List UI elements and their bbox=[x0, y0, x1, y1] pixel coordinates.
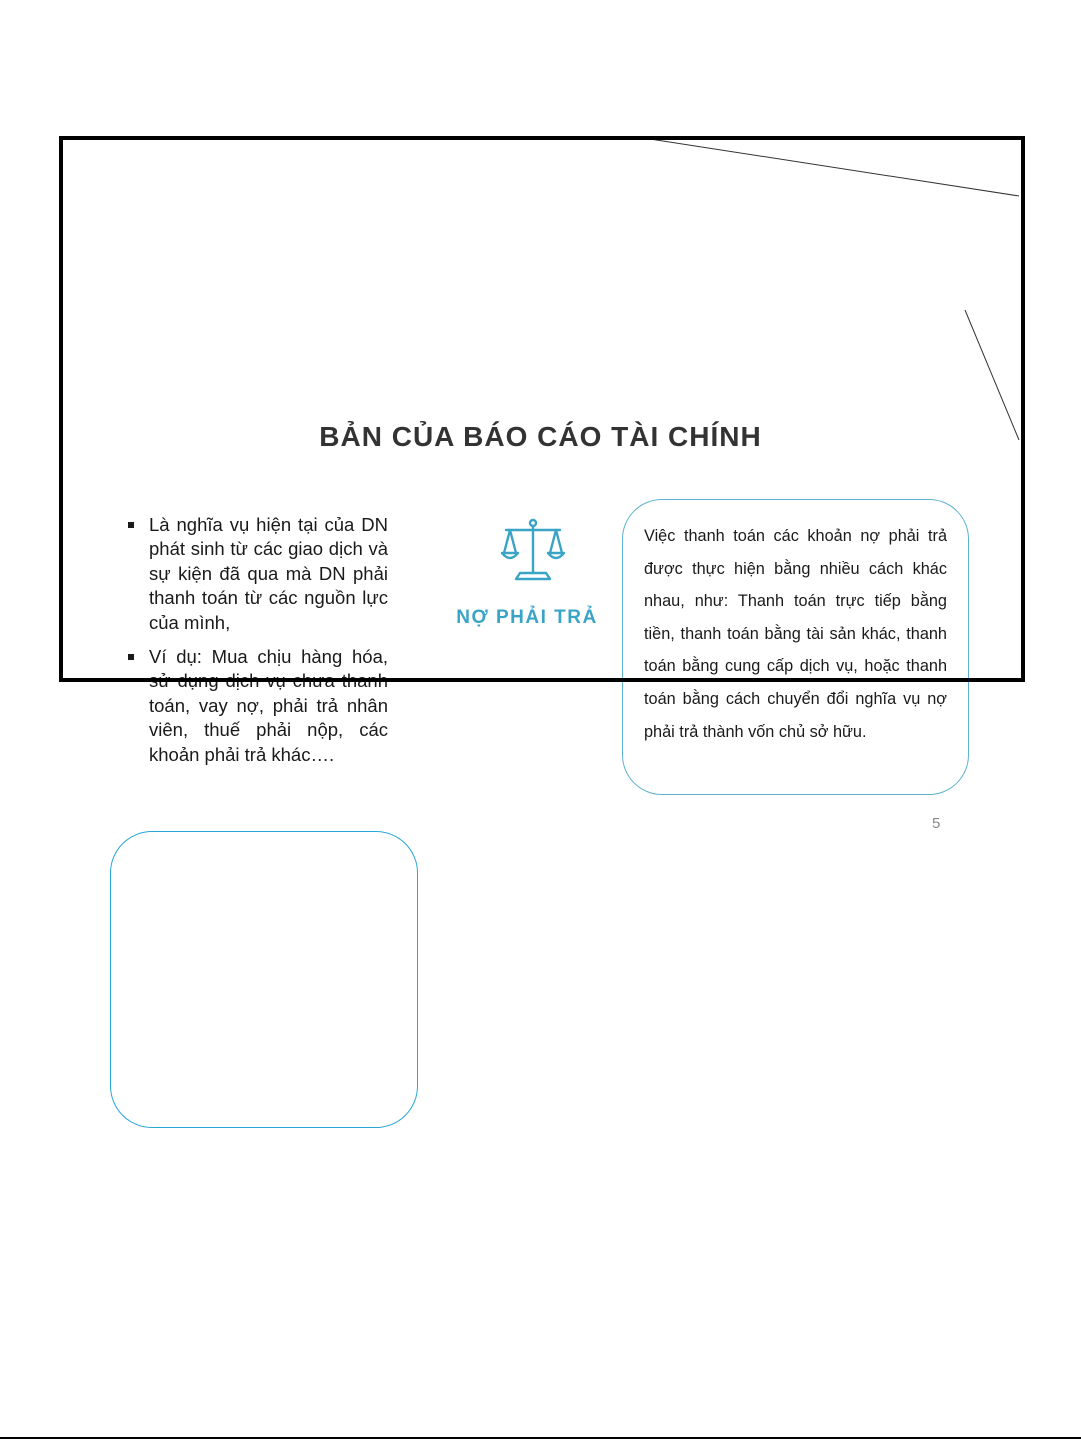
bullet-text: Là nghĩa vụ hiện tại của DN phát sinh từ các giao dịch và sự kiện đã qua mà DN phải thanh toán từ các nguồn lực của mình, bbox=[149, 514, 388, 633]
diagonal-line-top bbox=[650, 139, 1019, 196]
bullet-list bbox=[126, 513, 388, 777]
info-text: Việc thanh toán các khoản nợ phải trả được thực hiện bằng nhiều cách khác nhau, như: Thanh toán trực tiếp bằng tiền, thanh toán bằng tài sản khác, thanh toán bằng cung cấp dịch vụ, hoặc thanh toán bằng cách chuyển đổi nghĩa vụ nợ phải trả thành vốn chủ sở hữu. bbox=[644, 527, 947, 741]
center-label: NỢ PHẢI TRẢ bbox=[456, 607, 598, 628]
empty-rounded-box bbox=[110, 831, 418, 1128]
bullet-text: Ví dụ: Mua chịu hàng hóa, sử dụng dịch vụ chưa thanh toán, vay nợ, phải trả nhân viên, thuế phải nộp, các khoản phải trả khác…. bbox=[149, 646, 388, 765]
info-box bbox=[622, 499, 969, 795]
scale-icon bbox=[500, 517, 566, 585]
page-number: 5 bbox=[932, 815, 941, 832]
bottom-rule bbox=[0, 1437, 1081, 1439]
bullet-item bbox=[126, 513, 388, 635]
bullet-item bbox=[126, 645, 388, 767]
bullet-square-icon bbox=[128, 654, 134, 660]
slide-title: BẢN CỦA BÁO CÁO TÀI CHÍNH bbox=[319, 420, 762, 452]
bullet-square-icon bbox=[128, 522, 134, 528]
